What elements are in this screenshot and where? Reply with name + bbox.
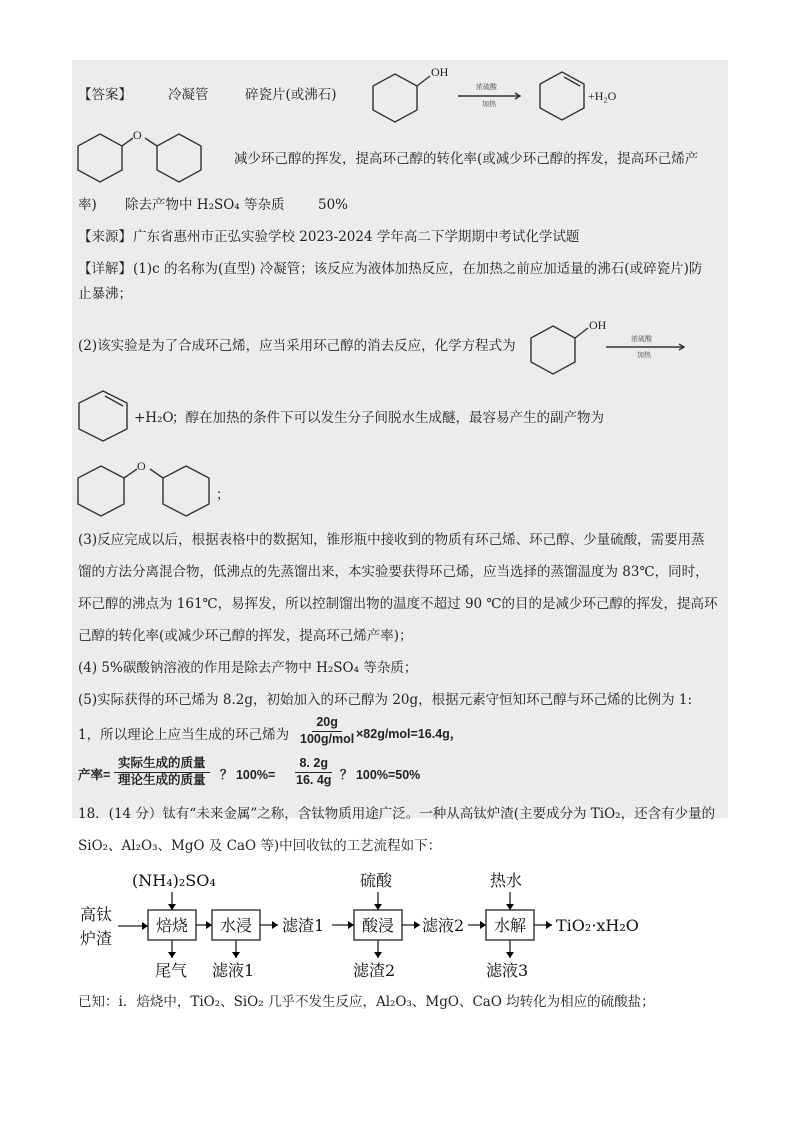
flow-reagent-ammonium-sulfate: (NH₄)₂SO₄	[132, 871, 216, 890]
detail-p3-line2: 馏的方法分离混合物，低沸点的先蒸馏出来，本实验要获得环己烯，应当选择的蒸馏温度为 83℃，同时，	[78, 564, 709, 580]
flow-start-line1: 高钛	[80, 905, 113, 924]
flow-step-acid-leach-label: 酸浸	[362, 916, 395, 935]
fraction-moles-denominator: 100g/mol	[300, 731, 355, 746]
detail-label: 【详解】	[78, 261, 132, 277]
answer-reason-line2: 率)	[78, 197, 97, 213]
answer-item-6: 50%	[318, 197, 349, 213]
answer-item-2: 碎瓷片(或沸石)	[245, 87, 337, 103]
flow-out-residue-2: 滤渣2	[353, 961, 396, 980]
arrow-condition-bottom: 加热	[637, 352, 651, 359]
flow-reagent-hot-water: 热水	[490, 871, 523, 890]
answer-label: 【答案】	[78, 87, 132, 103]
arrow-condition-top: 浓硫酸	[476, 84, 497, 91]
oh-label: OH	[589, 318, 607, 332]
detail-p2-end: ；	[216, 487, 230, 503]
source-text: 广东省惠州市正弘实验学校 2023-2024 学年高二下学期期中考试化学试题	[133, 229, 580, 245]
q18-line1: 18．(14 分）钛有“未来金属”之称，含钛物质用途广泛。一种从高钛炉渣(主要成分为 TiO₂，还含有少量的	[78, 806, 716, 822]
detail-p3-line4: 己醇的转化率(或减少环己醇的挥发，提高环己烯产率)；	[78, 628, 413, 644]
detail-p1-line1: (1)c 的名称为(直型) 冷凝管；该反应为液体加热反应，在加热之前应加适量的沸石(或碎瓷片)防	[133, 261, 703, 277]
source-label: 【来源】	[78, 229, 132, 245]
answer-item-5: 除去产物中 H₂SO₄ 等杂质	[125, 197, 285, 213]
fraction-values-tail: ？ 100%=50%	[340, 768, 421, 782]
yield-label: 产率=	[78, 768, 111, 782]
detail-p2-line1: (2)该实验是为了合成环己烯，应当采用环己醇的消去反应，化学方程式为	[78, 338, 516, 354]
answer-reaction-equation	[370, 62, 640, 132]
cyclohexene-ring-icon	[540, 72, 584, 120]
fraction-yield-numerator: 实际生成的质量	[114, 757, 210, 773]
flow-out-filtrate-3: 滤液3	[486, 961, 529, 980]
detail-p2-line2: ；醇在加热的条件下可以发生分子间脱水生成醚，最容易产生的副产物为	[172, 410, 604, 426]
fraction-moles-numerator: 20g	[312, 716, 342, 732]
detail-p3-line3: 环己醇的沸点为 161℃，易挥发，所以控制馏出物的温度不超过 90 ℃的目的是减少环己醇的挥发，提高环	[78, 596, 718, 612]
flow-step-roasting-label: 焙烧	[156, 916, 189, 935]
detail-p3-line1: (3)反应完成以后，根据表格中的数据知，锥形瓶中接收到的物质有环己烯、环己醇、少量硫酸，需要用蒸	[78, 532, 705, 548]
q18-known-i: 已知：i．焙烧中，TiO₂、SiO₂ 几乎不发生反应，Al₂O₃、MgO、CaO 均转化为相应的硫酸盐；	[78, 994, 655, 1010]
flow-step-hydrolysis-label: 水解	[494, 916, 527, 935]
ether-o-label: O	[137, 459, 146, 473]
oh-label: OH	[431, 65, 449, 79]
fraction-values-numerator: 8. 2g	[295, 757, 332, 773]
answer-reason-line1: 减少环己醇的挥发，提高环己醇的转化率(或减少环己醇的挥发，提高环己烯产	[234, 151, 699, 167]
detail-p1-line2: 止暴沸；	[78, 286, 132, 302]
fraction-yield-tail: ？ 100%=	[220, 768, 276, 782]
detail-p5-line2: 1，所以理论上应当生成的环己烯为	[78, 727, 290, 743]
fraction-yield-words	[114, 757, 210, 788]
flow-mid-filtrate-2: 滤液2	[422, 916, 465, 935]
cyclohexanol-ring-icon	[373, 74, 417, 122]
flow-out-filtrate-1: 滤液1	[212, 961, 255, 980]
flow-reagent-sulfuric-acid: 硫酸	[360, 871, 393, 890]
ether-o-label: O	[133, 128, 142, 142]
fraction-yield-values	[292, 757, 335, 788]
fraction-moles	[296, 716, 358, 747]
cyclohexanol-ring-icon	[531, 326, 575, 374]
detail-plus-water: +H₂O	[134, 410, 174, 426]
q18-line2: SiO₂、Al₂O₃、MgO 及 CaO 等)中回收钛的工艺流程如下：	[78, 838, 442, 854]
flow-product: TiO₂·xH₂O	[556, 916, 639, 935]
flow-step-water-leach-label: 水浸	[220, 916, 253, 935]
plus-water: +H₂O	[588, 89, 617, 103]
fraction-values-denominator: 16. 4g	[296, 772, 332, 787]
detail-p4: (4) 5%碳酸钠溶液的作用是除去产物中 H₂SO₄ 等杂质；	[78, 660, 418, 676]
process-flow-diagram	[70, 858, 730, 988]
detail-p5-line1: (5)实际获得的环己烯为 8.2g，初始加入的环己醇为 20g，根据元素守恒知环己醇与环己烯的比例为 1:	[78, 692, 693, 708]
flow-mid-residue-1: 滤渣1	[282, 916, 325, 935]
fraction-yield-denominator: 理论生成的质量	[118, 772, 206, 787]
flow-start-line2: 炉渣	[80, 929, 113, 948]
flow-out-tail-gas: 尾气	[155, 961, 188, 980]
answer-item-1: 冷凝管	[168, 87, 209, 103]
arrow-condition-bottom: 加热	[482, 101, 496, 108]
detail-dicyclohexyl-ether-icon	[75, 458, 215, 522]
dicyclohexyl-ether-answer-icon	[75, 128, 205, 190]
arrow-condition-top: 浓硫酸	[631, 336, 652, 343]
fraction-moles-tail: ×82g/mol=16.4g，	[356, 727, 463, 741]
detail-cyclohexanol-reaction	[528, 316, 708, 376]
